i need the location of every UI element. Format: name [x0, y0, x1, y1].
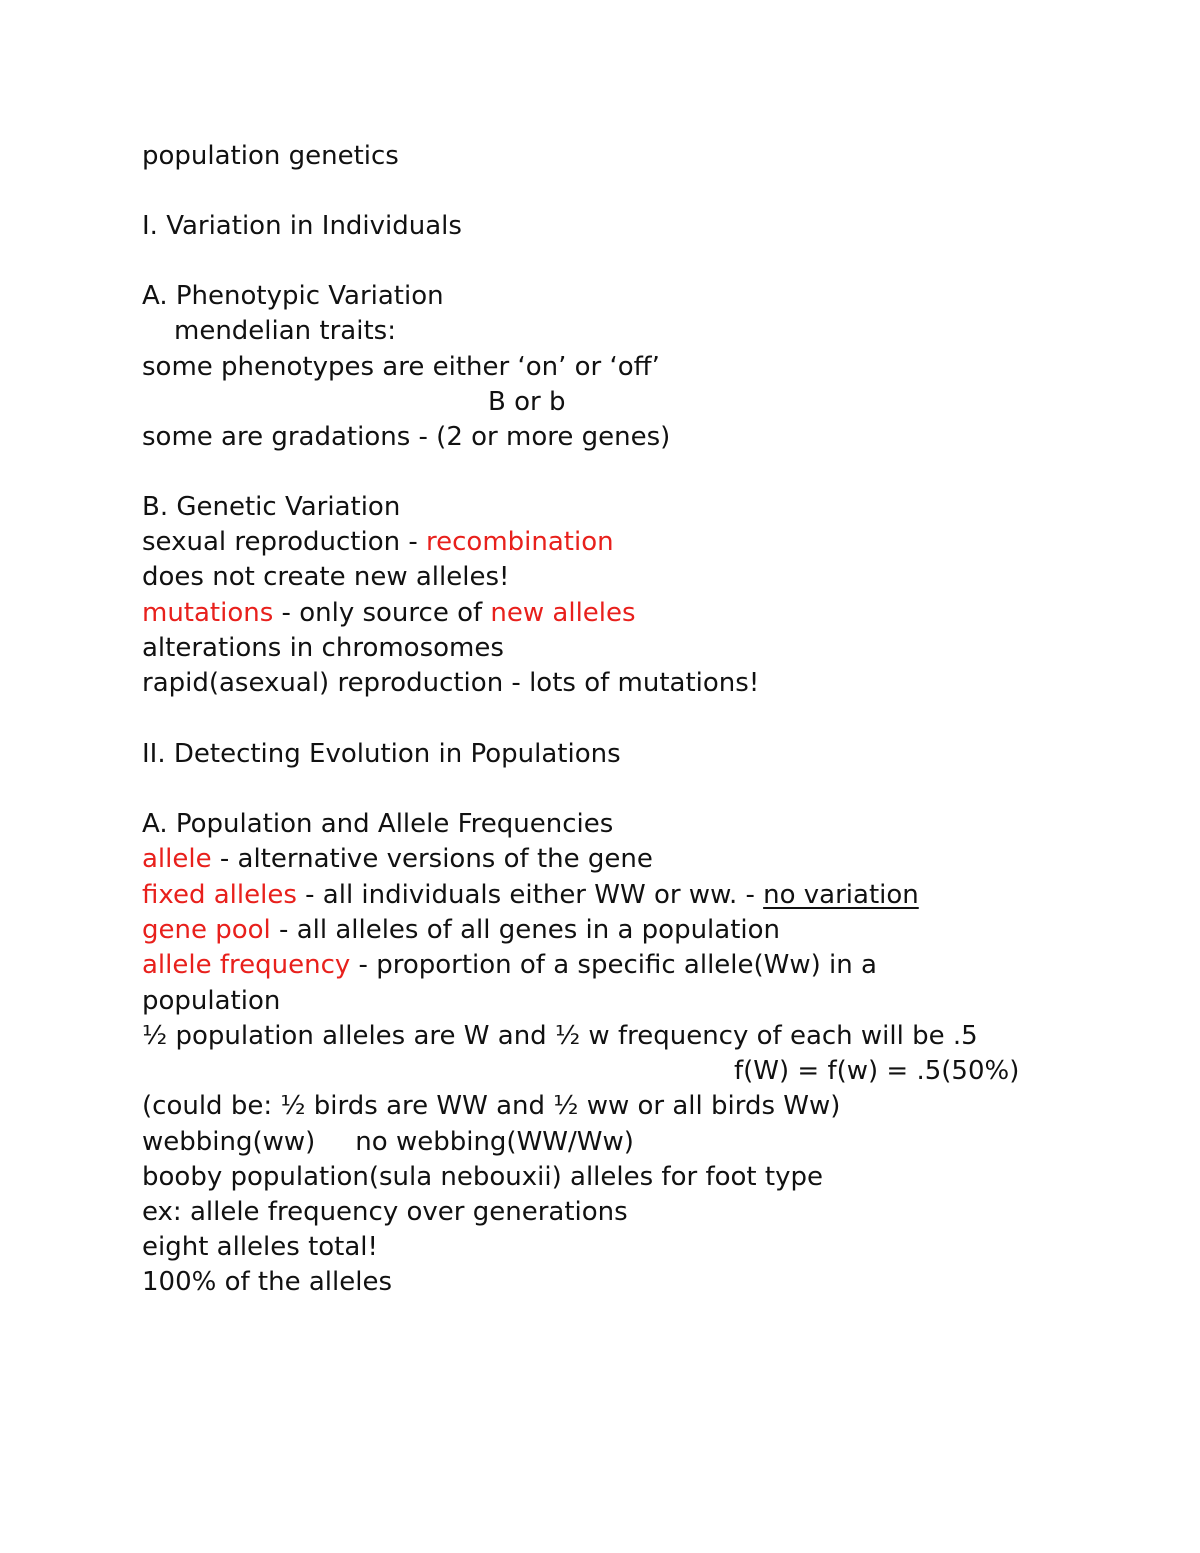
- allele-definition-line: [142, 842, 653, 876]
- gradations-line: some are gradations - (2 or more genes): [142, 422, 671, 452]
- document-page: [142, 0, 1142, 1553]
- allele-frequency-line: [142, 948, 877, 982]
- frequency-equation: f(W) = f(w) = .5(50%): [734, 1056, 1020, 1086]
- no-webbing-label: no webbing(WW/Ww): [355, 1127, 634, 1157]
- gene-pool-line: [142, 913, 780, 947]
- section-2-heading: II. Detecting Evolution in Populations: [142, 739, 621, 769]
- chromosomes-line: alterations in chromosomes: [142, 633, 504, 663]
- eight-alleles-line: eight alleles total!: [142, 1232, 378, 1262]
- section-1-heading: I. Variation in Individuals: [142, 211, 462, 241]
- on-off-line: some phenotypes are either ‘on’ or ‘off’: [142, 352, 660, 382]
- recombination-line: [142, 525, 614, 559]
- booby-population-line: booby population(sula nebouxii) alleles for foot type: [142, 1162, 823, 1192]
- webbing-label: webbing(ww): [142, 1127, 316, 1157]
- recombination-prefix: sexual reproduction -: [142, 527, 427, 557]
- webbing-line: [142, 1125, 634, 1159]
- allele-frequency-definition: - proportion of a specific allele(Ww) in a: [350, 950, 877, 980]
- fixed-alleles-definition: - all individuals either WW or ww. -: [296, 880, 764, 910]
- half-population-line: ½ population alleles are W and ½ w frequency of each will be .5: [142, 1021, 978, 1051]
- b-or-b-line: B or b: [488, 387, 566, 417]
- allele-term: allele: [142, 844, 212, 874]
- allele-frequency-continued: population: [142, 986, 281, 1016]
- subsection-b-heading: B. Genetic Variation: [142, 492, 401, 522]
- allele-definition: - alternative versions of the gene: [211, 844, 653, 874]
- document-title: population genetics: [142, 141, 399, 171]
- recombination-term: recombination: [426, 527, 614, 557]
- asexual-line: rapid(asexual) reproduction - lots of mutations!: [142, 668, 760, 698]
- could-be-line: (could be: ½ birds are WW and ½ ww or all birds Ww): [142, 1091, 841, 1121]
- subsection-2a-heading: A. Population and Allele Frequencies: [142, 809, 614, 839]
- fixed-alleles-term: fixed alleles: [142, 880, 297, 910]
- mendelian-traits-line: mendelian traits:: [174, 316, 396, 346]
- mutations-definition: - only source of: [273, 598, 491, 628]
- mutations-line: [142, 596, 636, 630]
- gene-pool-definition: - all alleles of all genes in a population: [270, 915, 781, 945]
- allele-frequency-term: allele frequency: [142, 950, 351, 980]
- hundred-percent-line: 100% of the alleles: [142, 1267, 392, 1297]
- mutations-term: mutations: [142, 598, 274, 628]
- no-variation-underlined: no variation: [763, 880, 919, 910]
- new-alleles-note: does not create new alleles!: [142, 562, 510, 592]
- subsection-a-heading: A. Phenotypic Variation: [142, 281, 444, 311]
- gene-pool-term: gene pool: [142, 915, 271, 945]
- new-alleles-term: new alleles: [490, 598, 636, 628]
- fixed-alleles-line: [142, 878, 919, 912]
- example-line: ex: allele frequency over generations: [142, 1197, 628, 1227]
